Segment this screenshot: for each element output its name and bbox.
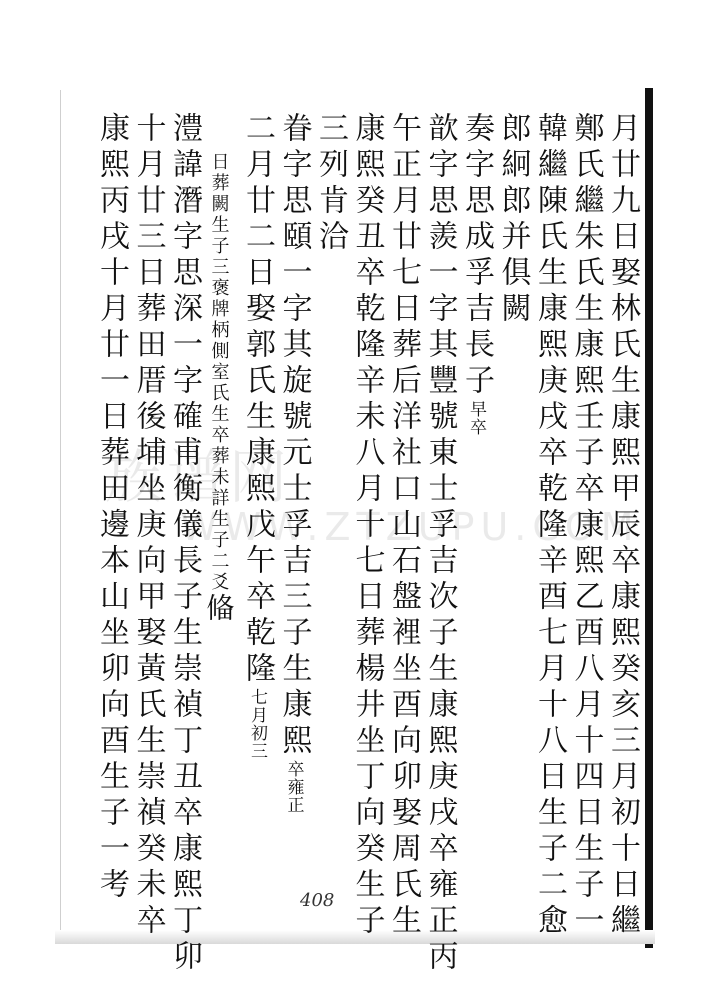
text-column-15 [89, 112, 133, 904]
column-note: 早卒 [466, 400, 486, 436]
column-text: 三列肯洽 [313, 112, 348, 256]
column-text: 十月廿三日葬田厝後埔坐庚向甲娶黃氏生崇禎癸未卒 [130, 112, 166, 940]
column-note: 卒雍正 [283, 760, 304, 814]
text-column-11 [235, 112, 279, 760]
column-text: 奏字思成孚吉長子 [459, 112, 494, 400]
column-tail: 偹 [202, 593, 236, 624]
column-text: 康熙癸丑卒乾隆辛未八月十七日葬楊井坐丁向癸生子 [349, 112, 385, 940]
column-text: 月廿九日娶林氏生康熙甲辰卒康熙癸亥三月初十日繼 [605, 112, 640, 940]
column-text: 眷字思頤一字其旋號元士孚吉三子生康熙 [276, 112, 312, 760]
watermark-text: 族谱网 [105, 443, 292, 511]
binding-edge [645, 88, 653, 948]
column-text: 澧諱潛字思深一字確甫衡儀長子生崇禎丁丑卒康熙丁卯 [167, 112, 202, 976]
column-text: 日葬闕生子三褒牌柄側室氏生卒葬未詳生子二爻 [208, 152, 230, 593]
page-number: 408 [300, 890, 335, 911]
column-text: 郎絅郎并俱闕 [495, 112, 531, 328]
column-note: 七月初三 [247, 688, 267, 760]
column-text: 午正月廿七日葬后洋社口山石盤裡坐酉向卯娶周氏生 [386, 112, 421, 940]
column-text: 二月廿二日娶郭氏生康熙戊午卒乾隆 [240, 112, 275, 688]
column-text: 鄭氏繼朱氏生康熙壬子卒康熙乙酉八月十四日生子一 [568, 112, 604, 940]
column-text: 康熙丙戌十月廿一日葬田邊本山坐卯向酉生子一考 [94, 112, 129, 904]
column-text: 韓繼陳氏生康熙庚戌卒乾隆辛酉七月十八日生子二愈 [532, 112, 567, 940]
column-text: 歆字思羨一字其豐號東士孚吉次子生康熙庚戌卒雍正丙 [422, 112, 458, 976]
watermark-url: WWW.ZTZUPU.COM [180, 505, 640, 549]
